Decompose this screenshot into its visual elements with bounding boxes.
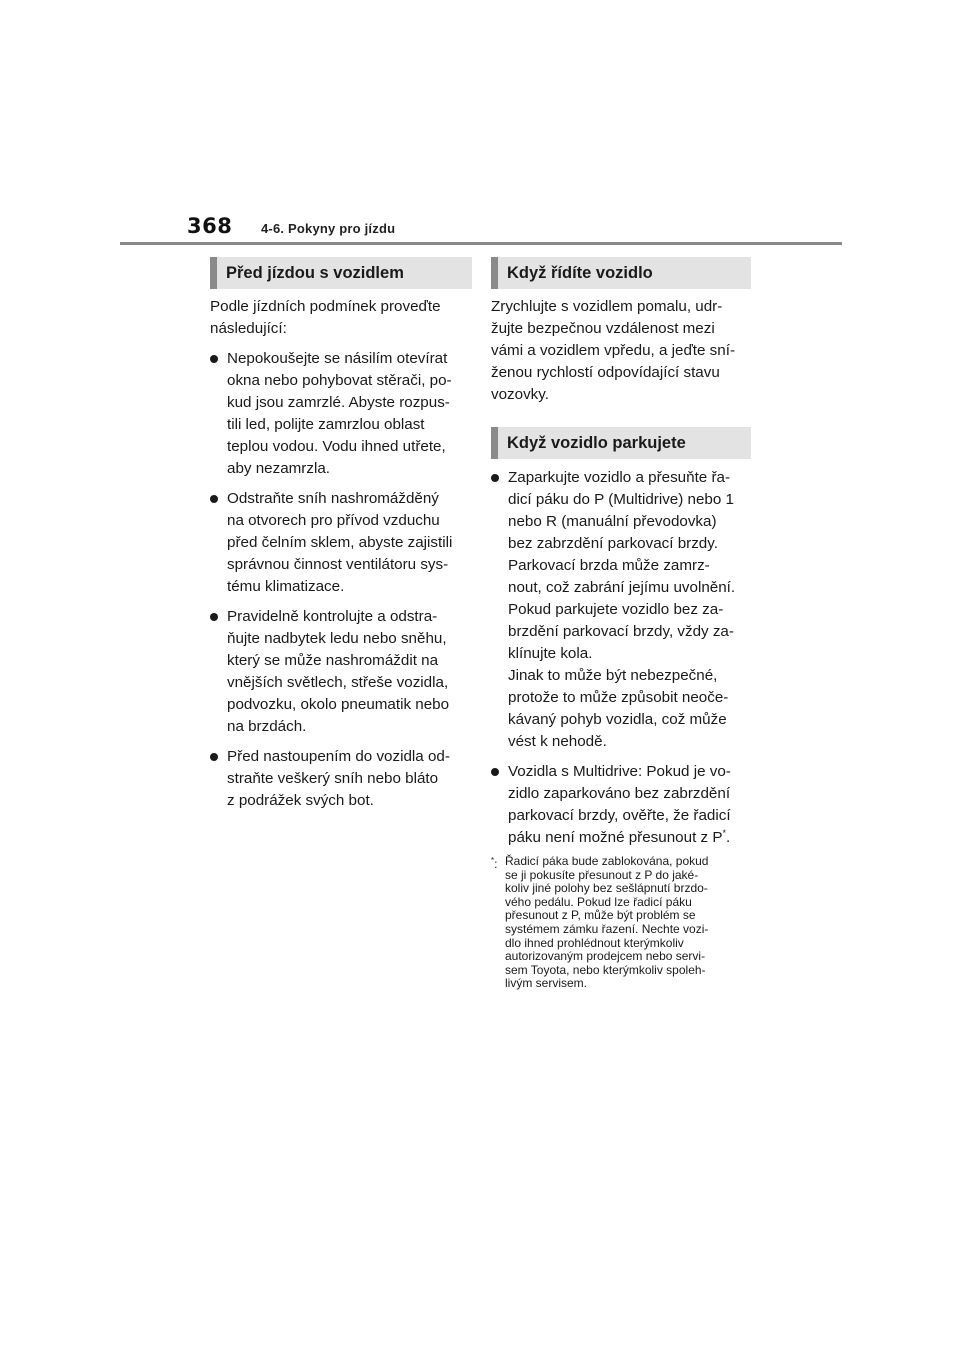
bullet-icon	[491, 768, 499, 776]
heading-before-driving: Před jízdou s vozidlem	[210, 257, 472, 289]
header-divider	[120, 242, 842, 245]
footnote-mark	[491, 854, 497, 872]
text-line: Zrychlujte s vozidlem pomalu, udr-	[491, 298, 723, 315]
text-line: nout, což zabrání jejímu uvolnění.	[508, 579, 736, 596]
text-line: Odstraňte sníh nashromážděný	[227, 490, 439, 507]
text-line: okna nebo pohybovat stěrači, po-	[227, 372, 452, 389]
text-line: Vozidla s Multidrive: Pokud je vo-	[508, 763, 731, 780]
text-segment: páku není možné přesunout z P	[508, 829, 723, 846]
text-line: Pravidelně kontrolujte a odstra-	[227, 608, 438, 625]
text-line: teplou vodou. Vodu ihned utřete,	[227, 438, 446, 455]
text-line: správnou činnost ventilátoru sys-	[227, 556, 449, 573]
text-line: Řadicí páka bude zablokována, pokud	[505, 854, 709, 868]
text-line: před čelním sklem, abyste zajistili	[227, 534, 453, 551]
text-line: žujte bezpečnou vzdálenost mezi	[491, 320, 715, 337]
text-line: vést k nehodě.	[508, 733, 607, 750]
driving-paragraph	[491, 296, 751, 406]
list-item	[210, 606, 472, 738]
text-line: zidlo zaparkováno bez zabrzdění	[508, 785, 731, 802]
text-line: protože to může způsobit neoče-	[508, 689, 729, 706]
text-line: bez zabrzdění parkovací brzdy.	[508, 535, 718, 552]
text-line: straňte veškerý sníh nebo bláto	[227, 770, 439, 787]
heading-while-driving: Když řídíte vozidlo	[491, 257, 751, 289]
text-line: kud jsou zamrzlé. Abyste rozpus-	[227, 394, 450, 411]
text-line: nebo R (manuální převodovka)	[508, 513, 717, 530]
text-line: livým servisem.	[505, 976, 588, 991]
text-line: podvozku, okolo pneumatik nebo	[227, 696, 450, 713]
footnote-colon: :	[494, 857, 498, 871]
text-line: vnějších světlech, střeše vozidla,	[227, 674, 449, 691]
text-line: vozovky.	[491, 386, 549, 403]
footnote	[491, 855, 751, 991]
text-line: klínujte kola.	[508, 645, 593, 662]
bullet-icon	[210, 495, 218, 503]
text-line: z podrážek svých bot.	[227, 792, 374, 809]
text-line: sem Toyota, nebo kterýmkoliv spoleh-	[505, 962, 706, 977]
text-line: ňujte nadbytek ledu nebo sněhu,	[227, 630, 447, 647]
bullet-icon	[491, 474, 499, 482]
text-line: Parkovací brzda může zamrz-	[508, 557, 710, 574]
text-line: který se může nashromáždit na	[227, 652, 439, 669]
text-line: přesunout z P, může být problém se	[505, 908, 696, 923]
text-line: autorizovaným prodejcem nebo servi-	[505, 949, 706, 964]
bullet-icon	[210, 355, 218, 363]
left-column	[210, 257, 472, 812]
text-line: Jinak to může být nebezpečné,	[508, 667, 718, 684]
text-line	[508, 827, 751, 849]
text-line: parkovací brzdy, ověřte, že řadicí	[508, 807, 731, 824]
text-line: vámi a vozidlem vpředu, a jeďte sní-	[491, 342, 736, 359]
text-line: následující:	[210, 320, 287, 337]
bullet-icon	[210, 753, 218, 761]
text-line: na brzdách.	[227, 718, 307, 735]
text-line: kávaný pohyb vozidla, což může	[508, 711, 727, 728]
intro-paragraph	[210, 296, 472, 340]
text-line: Nepokoušejte se násilím otevírat	[227, 350, 448, 367]
right-column	[491, 257, 751, 991]
footnote-marker: *	[722, 827, 726, 838]
text-line: aby nezamrzla.	[227, 460, 330, 477]
text-line: se ji pokusíte přesunout z P do jaké-	[505, 867, 699, 882]
list-item	[491, 467, 751, 753]
text-segment: .	[725, 829, 731, 846]
list-item	[210, 746, 472, 812]
text-line: tému klimatizace.	[227, 578, 345, 595]
text-line: brzdění parkovací brzdy, vždy za-	[508, 623, 734, 640]
list-item	[210, 488, 472, 598]
footnote-star: *	[491, 856, 495, 865]
text-line: vého pedálu. Pokud lze řadicí páku	[505, 894, 692, 909]
text-line: Podle jízdních podmínek proveďte	[210, 298, 441, 315]
page-number: 368	[187, 214, 233, 238]
list-item	[491, 761, 751, 849]
text-line: Před nastoupením do vozidla od-	[227, 748, 450, 765]
list-item	[210, 348, 472, 480]
heading-when-parking: Když vozidlo parkujete	[491, 427, 751, 459]
text-line: Zaparkujte vozidlo a přesuňte řa-	[508, 469, 731, 486]
text-line: dicí páku do P (Multidrive) nebo 1	[508, 491, 734, 508]
bullet-icon	[210, 613, 218, 621]
text-line: systémem zámku řazení. Nechte vozi-	[505, 921, 709, 936]
text-line: na otvorech pro přívod vzduchu	[227, 512, 440, 529]
text-line: ženou rychlostí odpovídající stavu	[491, 364, 720, 381]
section-title: 4-6. Pokyny pro jízdu	[261, 221, 396, 236]
text-line: tili led, polijte zamrzlou oblast	[227, 416, 425, 433]
text-line: Pokud parkujete vozidlo bez za-	[508, 601, 724, 618]
text-line: koliv jiné polohy bez sešlápnutí brzdo-	[505, 881, 708, 896]
text-line: dlo ihned prohlédnout kterýmkoliv	[505, 935, 684, 950]
